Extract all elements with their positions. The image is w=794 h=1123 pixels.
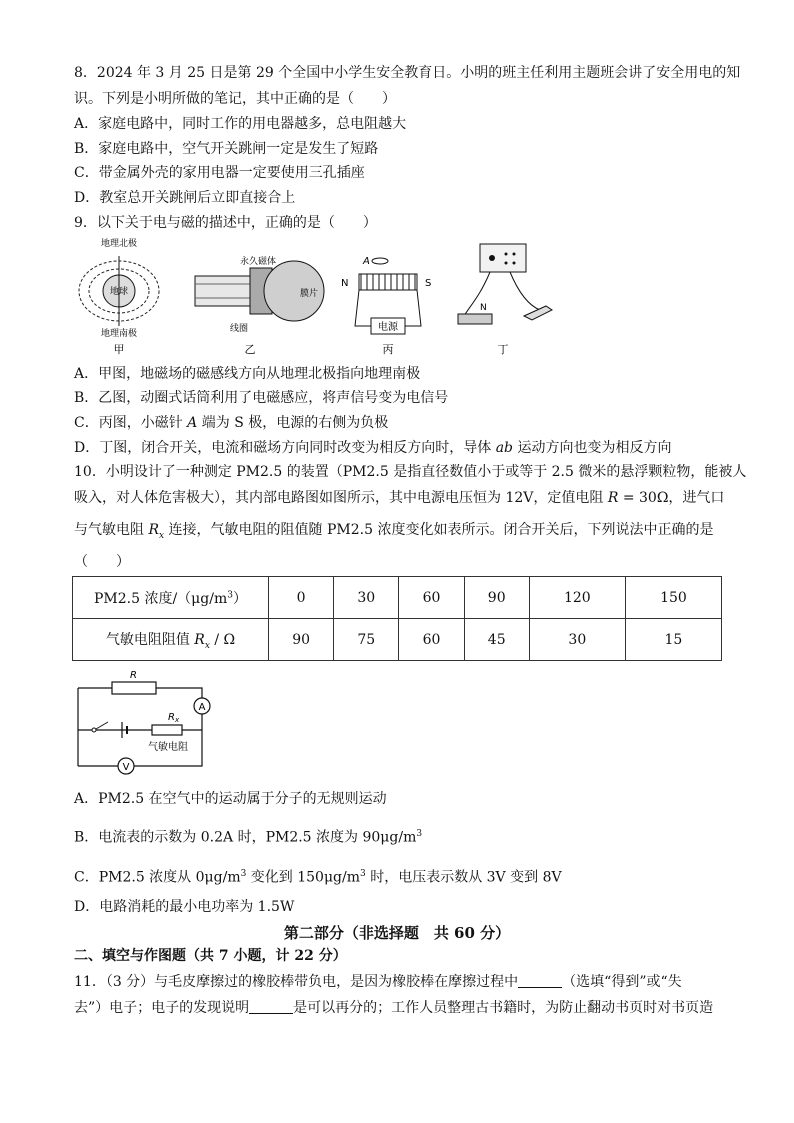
q8-stem-line2: 识。下列是小明所做的笔记，其中正确的是（ ） [74,91,396,107]
jia-south-label: 地理南极 [100,329,138,339]
q10-stem-line2: 吸入，对人体危害极大），其内部电路图如图所示，其中电源电压恒为 12V，定值电阻 R = 30Ω，进气口 [74,490,725,506]
table-cell: 60 [399,619,464,661]
circuit-gas-label: 气敏电阻 [148,742,188,753]
q10-stem-line1: 10．小明设计了一种测定 PM2.5 的装置（PM2.5 是指直径数值小于或等于 2.5 微米的悬浮颗粒物，能被人 [74,464,747,480]
figure-yi [190,236,330,356]
q10-option-a: A．PM2.5 在空气中的运动属于分子的无规则运动 [74,791,387,807]
circuit-rx-sub: x [175,716,180,724]
pm-table [72,576,722,661]
table-row [73,619,722,661]
ding-caption: 丁 [497,343,509,356]
table-cell: 30 [334,577,399,619]
table-cell: 90 [269,619,334,661]
q9-option-b: B．乙图，动圈式话筒利用了电磁感应，将声信号变为电信号 [74,390,449,406]
table-cell: 90 [464,577,529,619]
q8-stem-line1: 8．2024 年 3 月 25 日是第 29 个全国中小学生安全教育日。小明的班主任利用主题班会讲了安全用电的知 [74,65,741,81]
answer-blank[interactable] [249,999,293,1014]
circuit-ammeter-label: A [198,702,206,713]
yi-film-label: 膜片 [300,289,319,299]
figure-ding [450,236,560,356]
q10-stem-line4: （ ） [74,554,130,570]
section-title: 二、填空与作图题（共 7 小题，计 22 分） [74,948,347,964]
table-cell: 60 [399,577,464,619]
table-cell: 120 [529,577,625,619]
q9-stem: 9．以下关于电与磁的描述中，正确的是（ ） [74,215,377,231]
figure-jia [74,236,164,356]
yi-magnet-label: 永久磁体 [240,257,277,267]
figure-bing [335,236,445,356]
bing-n-label: N [341,278,349,289]
jia-earth-label: 地球 [109,287,129,297]
bing-power-label: 电源 [378,322,398,333]
table-cell: 150 [625,577,721,619]
table-head-resistance: 气敏电阻阻值 $R_x$ / Ω [73,619,269,661]
q10-stem-line3: 与气敏电阻 $R_x$ 连接，气敏电阻的阻值随 PM2.5 浓度变化如表所示。闭合开关后，下列说法中正确的是 [74,522,714,541]
bing-a-label: A [363,256,370,267]
ding-n-label: N [480,303,487,313]
circuit-voltmeter-label: V [122,762,130,773]
circuit-rx-label: R [168,712,175,723]
table-cell: 30 [529,619,625,661]
part2-title: 第二部分（非选择题 共 60 分） [283,924,511,942]
table-row [73,577,722,619]
q10-option-d: D．电路消耗的最小电功率为 1.5W [74,899,295,915]
jia-north-label: 地理北极 [100,239,138,249]
q8-option-c: C．带金属外壳的家用电器一定要使用三孔插座 [74,165,365,181]
q8-option-a: A．家庭电路中，同时工作的用电器越多，总电阻越大 [74,116,407,132]
table-head-concentration: PM2.5 浓度$/(\mu g/m^3)$ [73,577,269,619]
yi-caption: 乙 [244,343,256,356]
yi-coil-label: 线圈 [230,324,249,334]
q10-option-b: B．电流表的示数为 0.2A 时，PM2.5 浓度为 $90\mu g/m^3$ [74,829,423,846]
q9-option-a: A．甲图，地磁场的磁感线方向从地理北极指向地理南极 [74,366,421,382]
table-cell: 75 [334,619,399,661]
q11-line1: 11．（3 分）与毛皮摩擦过的橡胶棒带负电，是因为橡胶棒在摩擦过程中 （选填“得到”或“失 [74,974,682,990]
q8-option-b: B．家庭电路中，空气开关跳闸一定是发生了短路 [74,141,379,157]
q11-line2: 去”）电子；电子的发现说明 是可以再分的；工作人员整理古书籍时，为防止翻动书页时对书页造 [74,1000,714,1016]
q10-option-c: C．PM2.5 浓度从 $0\mu g/m^3$ 变化到 $150\mu g/m^3$ 时，电压表示数从 3V 变到 8V [74,869,562,886]
q8-option-d: D．教室总开关跳闸后立即直接合上 [74,190,296,206]
answer-blank[interactable] [518,973,562,988]
table-cell: 45 [464,619,529,661]
jia-caption: 甲 [113,343,125,356]
circuit-r-label: R [130,670,137,681]
bing-caption: 丙 [382,343,394,356]
bing-s-label: S [425,278,432,289]
q9-option-d: D．丁图，闭合开关，电流和磁场方向同时改变为相反方向时，导体 ab 运动方向也变为相反方向 [74,440,672,456]
circuit-diagram [72,668,242,783]
table-cell: 15 [625,619,721,661]
q9-option-c: C．丙图，小磁针 A 端为 S 极，电源的右侧为负极 [74,415,389,431]
table-cell: 0 [269,577,334,619]
